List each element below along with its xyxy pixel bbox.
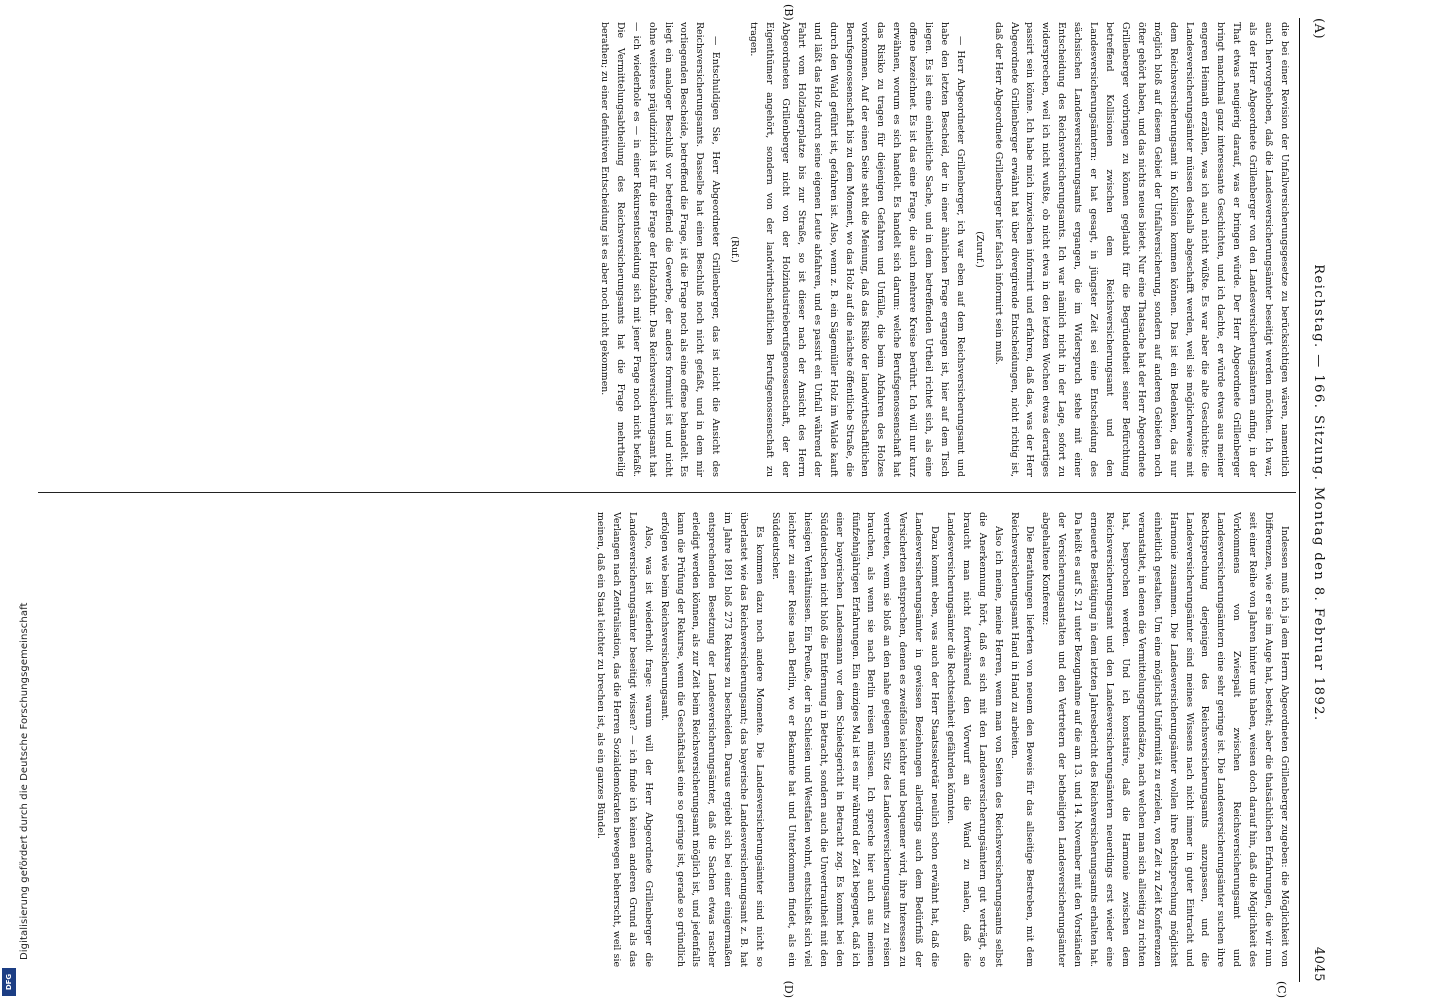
paragraph: — Herr Abgeordneter Grillenberger, ich war eben auf dem Reichsversicherungsamt und habe den letzten Bescheid, der in einer ähnlichen Frage ergangen ist, hier auf dem Tisch liegen. Es ist eine einheitliche Sache, und in dem betreffenden Urtheil richtet sich, als eine offene bezeichnet. Es ist das eine Frage, die auch mehrere Kreise berührt. Ich will nur kurz erwähnen, worum es sich handelt. Es handelt sich darum: welche Berufsgenossenschaft hat das Risiko zu tragen für diejenigen Gefahren und Unfälle, die beim Abfahren des Holzes vorkommen. Auf der einen Seite steht die Meinung, daß das Risiko der landwirthschaftlichen Berufsgenossenschaft bis zu dem Moment, wo das Holz auf die nächste öffentliche Straße, die durch den Wald geführt ist, gefahren ist. Also, wenn z. B. ein Sägemüller Holz im Walde kauft und läßt das Holz durch seine eigenen Leute abfahren, und es passirt ein Unfall während der Fahrt vom Holzlagerplatze bis zur Straße, so ist dieser nach der Ansicht des Herrn Abgeordneten Grillenberger nicht von der Holzindustrieberufsgenossenschaft, der der Eigenthümer angehört, sondern von der landwirthschaftlichen Berufsgenossenschaft zu tragen. — [748, 22, 966, 477]
paragraph: Es kommen dazu noch andere Momente. Die Landesversicherungsämter sind nicht so überlastet wie das Reichsversicherungsamt; das bayerische Landesversicherungsamt z. B. hat im Jahre 1891 bloß 273 Rekurse zu bescheiden. Daraus ergiebt sich bei einer einigermaßen entsprechenden Besetzung der Landesversicherungsämter, daß die Sachen etwas rascher erledigt werden können, als zur Zeit beim Reichsversicherungsamt möglich ist, und jedenfalls kann die Prüfung der Rekurse, wenn die Geschäftslast eine so geringe ist, gerade so gründlich erfolgen wie beim Reichsversicherungsamt. — [658, 512, 766, 967]
paragraph: — Entschuldigen Sie, Herr Abgeordneter Grillenberger, das ist nicht die Ansicht des Reichsversicherungsamts. Dasselbe hat einen Beschluß noch nicht gefaßt, und in dem mir vorliegenden Bescheide, betreffend die Frage, ist die Frage noch als eine offene behandelt. Es liegt ein analoger Beschluß vor betreffend die Gewerbe, der anders formulirt ist und nicht ohne weiteres präjudizirlich ist für die Frage der Holzabfuhr. Das Reichsversicherungsamt hat — ich wiederhole es — in einer Rekursentscheidung sich mit jener Frage noch nicht befaßt. Die Vermittelungsabtheilung des Reichsversicherungsamts hat die Frage mehrtheilig berathen; zu einer definitiven Entscheidung ist es aber noch nicht gekommen. — [598, 22, 722, 477]
paragraph: Also ich meine, meine Herren, wenn man von Seiten des Reichsversicherungsamts selbst die Anerkennung hört, daß es sich mit den Landesversicherungsämtern gut verträgt, so braucht man nicht fortwährend den Vorwurf an die Wand zu malen, daß die Landesversicherungsämter die Rechtseinheit gefährden könnten. — [944, 512, 1004, 967]
quotation: Die Berathungen lieferten von neuem den Beweis für das allseitige Bestreben, mit dem Reichsversicherungsamt Hand in Hand zu arbeiten. — [1008, 512, 1036, 967]
margin-marker-d: (D) — [782, 980, 795, 998]
right-column — [8, 512, 1292, 967]
column-divider — [8, 492, 1296, 493]
digitization-sidebar — [0, 0, 38, 1000]
dfg-logo-text: DFG — [5, 973, 13, 991]
paragraph: die bei einer Revision der Unfallversicherungsgesetze zu berücksichtigen wären, namentlich auch hervorgehoben, daß die Landesversicherungsämter beseitigt werden möchten. Ich war, als der Herr Abgeordnete Grillenberger von den Landesversicherungsämtern anfing, in der That etwas neugierig darauf, was er bringen würde. Der Herr Abgeordnete Grillenberger bringt manchmal ganz interessante Geschichten, und ich dachte, er würde etwas aus meiner engeren Heimath erzählen, was ich auch nicht wüßte. Es war aber die alte Geschichte: die Landesversicherungsämter müssen deshalb abgeschafft werden, weil sie möglicherweise mit dem Reichsversicherungsamt in Kollision kommen können. Das ist ein Bedenken, das nur möglich bloß auf diesem Gebiet der Unfallversicherung, sondern auf anderen Gebieten noch öfter gehört haben, und das nichts neues bietet. Nur eine Thatsache hat der Herr Abgeordnete Grillenberger vorbringen zu können geglaubt für die Begründetheit seiner Befürchtung betreffend Kollisionen zwischen dem Reichsversicherungsamt und den Landesversicherungsämtern: er hat gesagt, in jüngster Zeit sei eine Entscheidung des sächsischen Landesversicherungsamts ergangen, die im Widerspruch stehe mit einer Entscheidung des Reichsversicherungsamts. Ich war nämlich nicht in der Lage, sofort zu widersprechen, weil ich nicht wußte, ob nicht etwa in den letzten Wochen etwas derartiges passirt sein könne. Ich habe mich inzwischen informirt und erfahren, daß das, was der Herr Abgeordnete Grillenberger erwähnt hat über divergirende Entscheidungen, nicht richtig ist, daß der Herr Abgeordnete Grillenberger hier falsch informirt sein muß. — [992, 22, 1290, 477]
header-marker: (A) — [1311, 18, 1327, 40]
page-header — [1304, 18, 1334, 982]
left-column — [8, 22, 1292, 477]
header-rule — [1299, 18, 1300, 982]
margin-marker-c: (C) — [1275, 981, 1288, 998]
header-title: Reichstag. — 166. Sitzung. Montag den 8. Februar 1892. — [1311, 264, 1327, 722]
paragraph: Dazu kommt eben, was auch der Herr Staatssekretär neulich schon erwähnt hat, daß die Landesversicherungsämter in gewissen Beziehungen allerdings auch dem Bedürfniß der Versicherten entsprechen, denen es zweifellos leichter und bequemer wird, ihre Interessen zu vertreten, wenn sie bloß an den nahe gelegenen Sitz des Landesversicherungsamts zu reisen brauchen, als wenn sie nach Berlin reisen müssen. Ich spreche hier auch aus meinen fünfzehnjährigen Erfahrungen. Ein einziges Mal ist es mir während der Zeit begegnet, daß ich einer bayerischen Landesmann vor dem Schiedsgericht in Betracht zog. Es kommt bei den Süddeutschen nicht bloß die Entfernung in Betracht, sondern auch die Unvertrautheit mit den hiesigen Verhältnissen. Ein Preuße, der in Schlesien und Westfalen wohnt, entschließt sich viel leichter zu einer Reise nach Berlin, wo er Bekannte hat und Unterkommen findet, als ein Süddeutscher. — [770, 512, 941, 967]
paragraph: Also, was ist wiederholt frage: warum will der Herr Abgeordnete Grillenberger die Landesversicherungsämter beseitigt wissen? — ich finde ich keinen anderen Grund als das Verlangen nach Zentralisation, das die Herren Sozialdemokraten bewegen beherrscht, weil sie meinen, daß ein Staat leichter zu brechen ist, als ein ganzes Bündel. — [595, 512, 654, 967]
interjection: (Zuruf.) — [973, 231, 985, 268]
interjection: (Ruf.) — [729, 236, 741, 263]
dfg-logo-icon — [2, 968, 16, 996]
funding-credit: Digitalisierung gefördert durch die Deutsche Forschungsgemeinschaft — [19, 602, 30, 960]
margin-marker-b: (B) — [782, 4, 795, 21]
paragraph: Indessen muß ich ja dem Herrn Abgeordneten Grillenberger zugeben: die Möglichkeit von Differenzen, wie er sie im Auge hat, besteht; aber die thatsächlichen Erfahrungen, die wir nun seit einer Reihe von Jahren hinter uns haben, weisen doch darauf hin, daß die Möglichkeit des Vorkommens von Zwiespalt zwischen Reichsversicherungsamt und Landesversicherungsämtern eine sehr geringe ist. Die Landesversicherungsämter suchen ihre Rechtsprechung derjenigen des Reichsversicherungsamts anzupassen, und die Landesversicherungsämter sind meines Wissens nach nicht immer in guter Eintracht und Harmonie zusammen. Die Landesversicherungsämter wollen ihre Rechtsprechung möglichst einheitlich gestalten. Um eine möglichst Uniformität zu erzielen, von Zeit zu Zeit Konferenzen veranstaltet, in denen die Vermittelungsgrundsätze, nach welchen man sich allseitig zu richten hat, besprochen werden. Und ich konstatire, daß die Harmonie zwischen dem Reichsversicherungsamt und den Landesversicherungsämtern neuerdings erst wieder eine erneuerte Bestätigung in dem letzten Jahresbericht des Reichsversicherungsamts erhalten hat. Da heißt es auf S. 21 unter Bezugnahme auf die am 13. und 14. November mit den Vorständen der Versicherungsanstalten und den Vertretern der betheiligten Landesversicherungsämter abgehaltene Konferenz: — [1040, 512, 1290, 967]
page-number: 4045 — [1311, 946, 1327, 982]
